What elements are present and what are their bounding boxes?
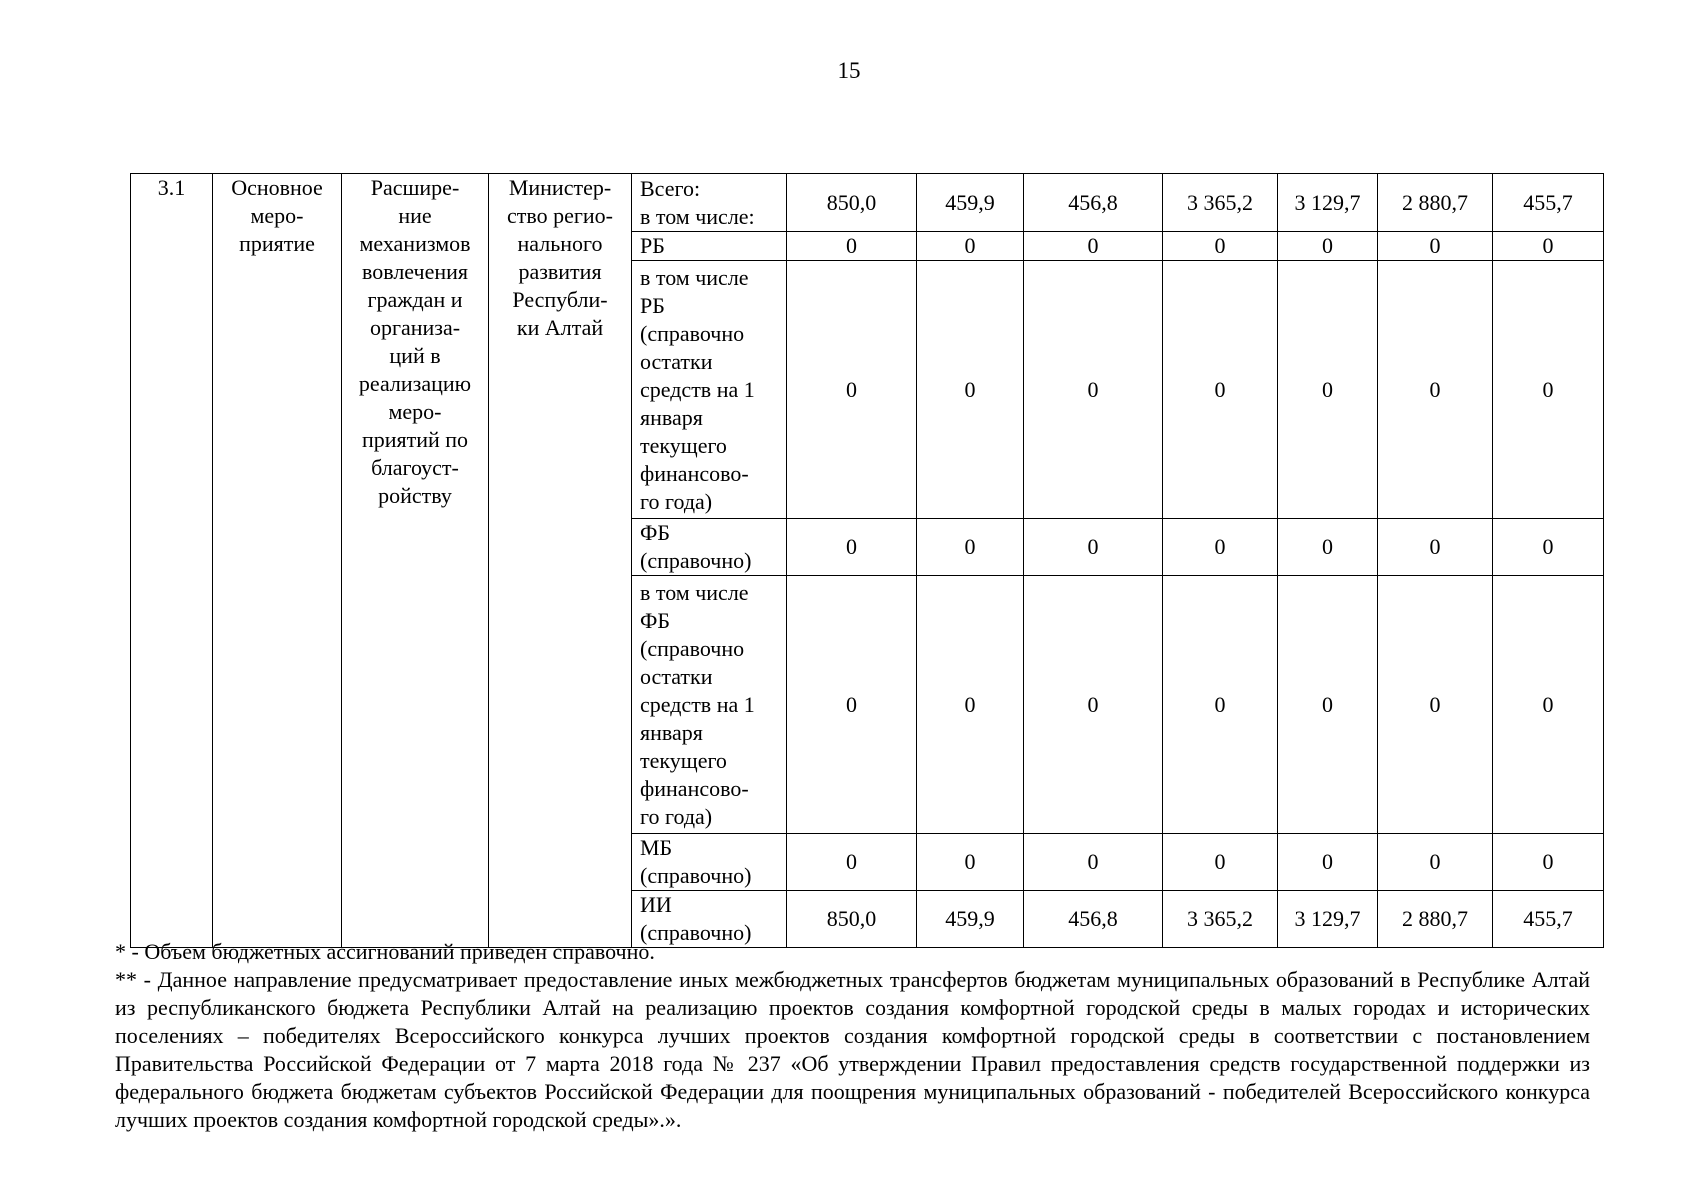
funding-value: 0 — [917, 576, 1024, 834]
funding-value: 455,7 — [1493, 174, 1604, 232]
funding-value: 0 — [1378, 261, 1493, 519]
row-type: Основное меро- приятие — [213, 174, 342, 948]
page-number: 15 — [837, 58, 861, 83]
funding-value: 2 880,7 — [1378, 891, 1493, 948]
footnote-2: ** - Данное направление предусматривает предоставление иных межбюджетных трансфертов бюджетам муниципальных образований в Республике Алтай из республиканского бюджета Республики Алтай на реализацию проектов создания комфортной городской среды в малых городах и исторических поселениях – победителях Всероссийского конкурса лучших проектов создания комфортной городской среды в соответствии с постановлением Правительства Российской Федерации от 7 марта 2018 года № 237 «Об утверждении Правил предоставления средств государственной поддержки из федерального бюджета бюджетам субъектов Российской Федерации для поощрения муниципальных образований - победителей Всероссийского конкурса лучших проектов создания комфортной городской среды».». — [115, 967, 1590, 1132]
funding-source: в том числе ФБ (справочно остатки средств на 1 января текущего финансово- го года) — [632, 576, 787, 834]
funding-value: 0 — [1278, 261, 1378, 519]
funding-value: 0 — [1493, 834, 1604, 891]
funding-value: 0 — [1163, 261, 1278, 519]
funding-value: 456,8 — [1024, 891, 1163, 948]
funding-value: 0 — [787, 576, 917, 834]
funding-value: 3 365,2 — [1163, 174, 1278, 232]
funding-value: 0 — [1493, 576, 1604, 834]
funding-source: РБ — [632, 232, 787, 261]
funding-source: ФБ (справочно) — [632, 519, 787, 576]
funding-value: 0 — [1493, 519, 1604, 576]
funding-value: 3 365,2 — [1163, 891, 1278, 948]
funding-source: ИИ (справочно) — [632, 891, 787, 948]
funding-source: МБ (справочно) — [632, 834, 787, 891]
funding-value: 0 — [917, 232, 1024, 261]
funding-value: 0 — [1278, 519, 1378, 576]
footnote-1: * - Объем бюджетных ассигнований приведен справочно. — [115, 939, 655, 964]
funding-value: 0 — [787, 261, 917, 519]
funding-value: 459,9 — [917, 891, 1024, 948]
footnotes — [115, 938, 1590, 1134]
funding-value: 0 — [1024, 834, 1163, 891]
funding-value: 0 — [1278, 576, 1378, 834]
funding-value: 0 — [1024, 261, 1163, 519]
budget-table-body — [131, 174, 1604, 948]
funding-value: 455,7 — [1493, 891, 1604, 948]
funding-value: 3 129,7 — [1278, 174, 1378, 232]
funding-value: 0 — [1378, 834, 1493, 891]
funding-value: 0 — [1163, 834, 1278, 891]
funding-value: 0 — [917, 519, 1024, 576]
funding-value: 0 — [1278, 232, 1378, 261]
funding-value: 3 129,7 — [1278, 891, 1378, 948]
funding-value: 0 — [1024, 519, 1163, 576]
funding-value: 456,8 — [1024, 174, 1163, 232]
funding-value: 0 — [917, 834, 1024, 891]
funding-value: 850,0 — [787, 891, 917, 948]
row-number: 3.1 — [131, 174, 213, 948]
row-name: Расшире- ние механизмов вовлечения граждан и организа- ций в реализацию меро- приятий по благоуст- ройству — [342, 174, 489, 948]
funding-value: 0 — [1493, 232, 1604, 261]
funding-value: 0 — [787, 519, 917, 576]
funding-value: 2 880,7 — [1378, 174, 1493, 232]
funding-value: 0 — [1378, 519, 1493, 576]
row-executor: Министер- ство регио- нального развития Республи- ки Алтай — [489, 174, 632, 948]
funding-value: 0 — [787, 232, 917, 261]
funding-value: 0 — [917, 261, 1024, 519]
funding-value: 0 — [1024, 232, 1163, 261]
funding-value: 0 — [1378, 576, 1493, 834]
budget-table — [130, 173, 1604, 948]
funding-value: 850,0 — [787, 174, 917, 232]
funding-value: 0 — [1024, 576, 1163, 834]
funding-value: 0 — [1278, 834, 1378, 891]
funding-value: 0 — [1163, 232, 1278, 261]
funding-source: в том числе РБ (справочно остатки средств на 1 января текущего финансово- го года) — [632, 261, 787, 519]
funding-value: 459,9 — [917, 174, 1024, 232]
funding-value: 0 — [1493, 261, 1604, 519]
funding-source: Всего: в том числе: — [632, 174, 787, 232]
funding-value: 0 — [1163, 576, 1278, 834]
funding-value: 0 — [1163, 519, 1278, 576]
funding-row — [131, 174, 1604, 232]
funding-value: 0 — [787, 834, 917, 891]
funding-value: 0 — [1378, 232, 1493, 261]
